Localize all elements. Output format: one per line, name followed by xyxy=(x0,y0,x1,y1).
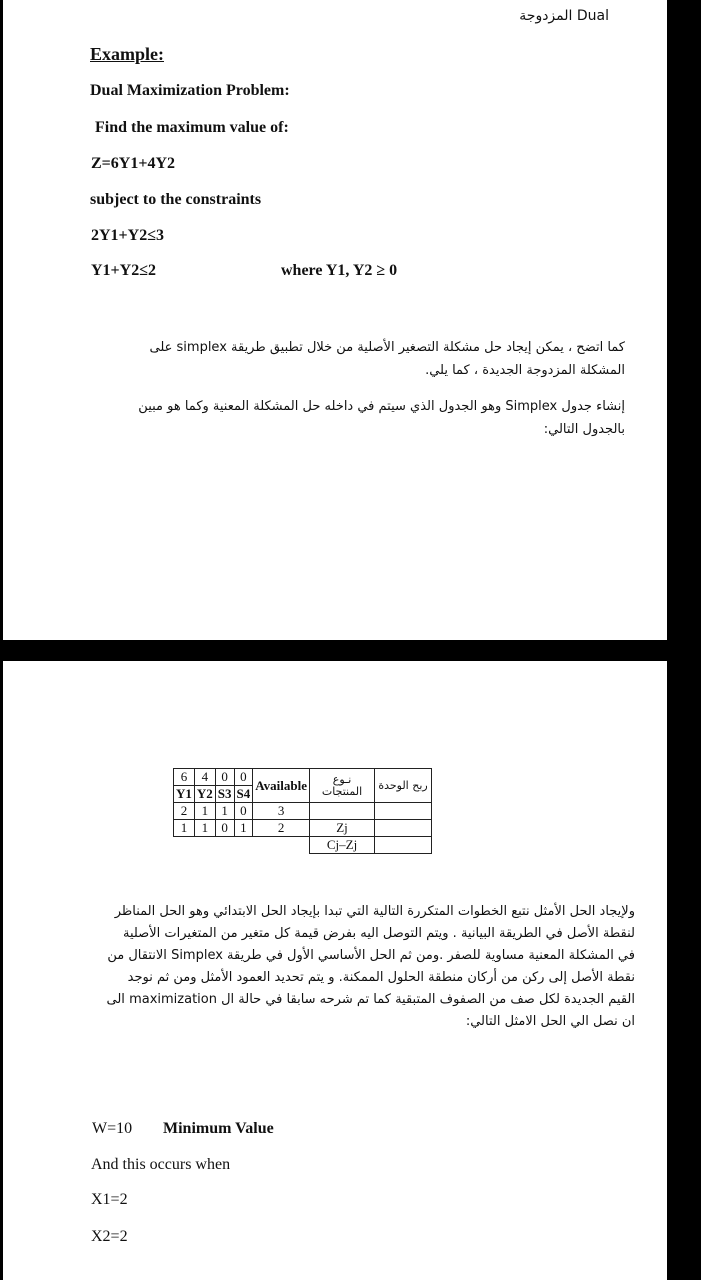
nonnegativity: where Y1, Y2 ≥ 0 xyxy=(281,262,398,279)
type-header: نـوع المنتجات xyxy=(310,769,375,803)
x2-value: X2=2 xyxy=(91,1228,128,1245)
example-heading: Example: xyxy=(90,44,164,64)
x1-value: X1=2 xyxy=(91,1191,128,1208)
table-row xyxy=(174,820,432,837)
page-header: المزدوجة Dual xyxy=(519,8,609,24)
var-header: S4 xyxy=(234,786,253,803)
empty-cell xyxy=(375,837,432,854)
constraint-2: Y1+Y2≤2 xyxy=(91,262,157,279)
arabic-paragraph-3: ولإيجاد الحل الأمثل نتبع الخطوات المتكررة التالية التي تبدا بإيجاد الحل الابتدائي وهو الحل المناظر لنقطة الأصل في الطريقة البيانية . ويتم التوصل اليه بفرض قيمة كل متغير من المتغيرات الأصلية في المشكلة المعنية مساوية للصفر .ومن ثم الحل الأساسي الأول في طريقة Simplex الانتقال من نقطة الأصل إلى ركن من أركان منطقة الحلول الممكنة. و يتم تحديد العمود الأمثل ومن ثم نوجد القيم الجديدة لكل صف من الصفوف المتبقية كما تم شرحه سابقا في حالة ال maximization الى ان نصل الي الحل الامثل التالي: xyxy=(106,904,635,1029)
document-page-2 xyxy=(3,661,667,1280)
empty-cell xyxy=(310,803,375,820)
cj-cell: 0 xyxy=(234,769,253,786)
w-value: W=10 xyxy=(92,1120,133,1137)
subject-line: subject to the constraints xyxy=(90,191,262,208)
coeff-cell: 1 xyxy=(194,820,215,837)
minimum-value-label: Minimum Value xyxy=(163,1120,274,1137)
zj-label: Zj xyxy=(310,820,375,837)
empty-cell xyxy=(375,803,432,820)
objective-function: Z=6Y1+4Y2 xyxy=(91,155,176,172)
arabic-paragraph-2: إنشاء جدول Simplex وهو الجدول الذي سيتم في داخله حل المشكلة المعنية وكما هو مبين بالجدول التالي: xyxy=(138,399,625,437)
coeff-cell: 0 xyxy=(234,803,253,820)
cjzj-label: Cj–Zj xyxy=(310,837,375,854)
table-row xyxy=(174,803,432,820)
problem-title: Dual Maximization Problem: xyxy=(90,82,290,99)
coeff-cell: 2 xyxy=(174,803,195,820)
coeff-cell: 0 xyxy=(215,820,234,837)
var-header: S3 xyxy=(215,786,234,803)
occurs-line: And this occurs when xyxy=(91,1156,231,1173)
arabic-paragraph-1: كما اتضح ، يمكن إيجاد حل مشكلة التصغير الأصلية من خلال تطبيق طريقة simplex على المشكلة المزدوجة الجديدة ، كما يلي. xyxy=(149,340,625,378)
find-line: Find the maximum value of: xyxy=(95,119,289,136)
var-header: Y2 xyxy=(194,786,215,803)
cj-cell: 0 xyxy=(215,769,234,786)
coeff-cell: 1 xyxy=(215,803,234,820)
coeff-cell: 1 xyxy=(174,820,195,837)
constraint-1: 2Y1+Y2≤3 xyxy=(91,227,165,244)
available-header: Available xyxy=(253,769,310,803)
cj-cell: 6 xyxy=(174,769,195,786)
empty-cell xyxy=(375,820,432,837)
available-cell: 3 xyxy=(253,803,310,820)
available-cell: 2 xyxy=(253,820,310,837)
simplex-table xyxy=(173,768,432,854)
document-page-1 xyxy=(3,0,667,640)
empty-cell xyxy=(174,837,310,854)
var-header: Y1 xyxy=(174,786,195,803)
coeff-cell: 1 xyxy=(234,820,253,837)
profit-header: ربح الوحدة xyxy=(375,769,432,803)
cj-cell: 4 xyxy=(194,769,215,786)
coeff-cell: 1 xyxy=(194,803,215,820)
